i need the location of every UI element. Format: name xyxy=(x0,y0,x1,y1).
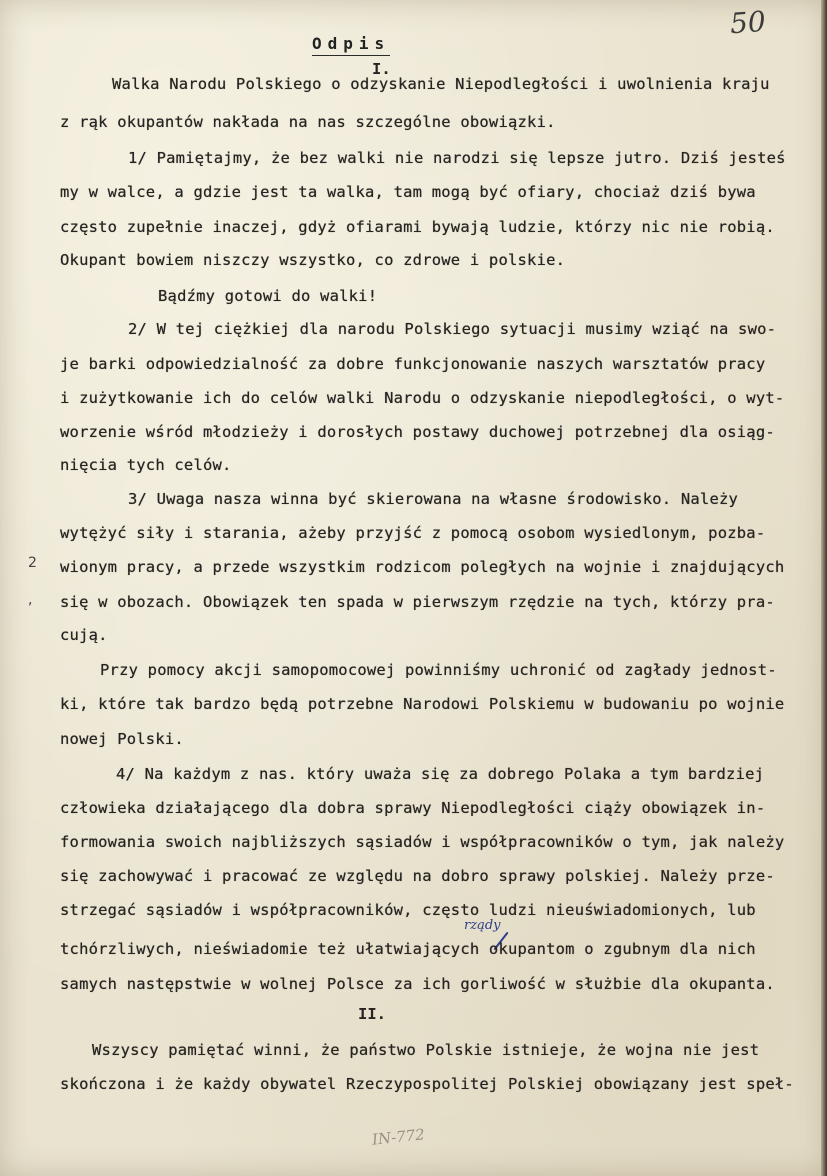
text-line: się w obozach. Obowiązek ten spada w pierwszym rzędzie na tych, którzy pra- xyxy=(60,593,775,611)
text-line: wionym pracy, a przede wszystkim rodzicom poległych na wojnie i znajdujących xyxy=(60,558,785,576)
text-line: z rąk okupantów nakłada na nas szczególne obowiązki. xyxy=(60,113,556,131)
text-line: Wszyscy pamiętać winni, że państwo Polskie istnieje, że wojna nie jest xyxy=(92,1041,760,1059)
section-heading-2: II. xyxy=(358,1005,386,1023)
text-line: strzegać sąsiadów i współpracowników, często ludzi nieuświadomionych, lub xyxy=(60,901,756,919)
archive-pencil-mark: IN-772 xyxy=(371,1125,426,1149)
page-edge-shadow xyxy=(821,0,827,1176)
text-line: 1/ Pamiętajmy, że bez walki nie narodzi się lepsze jutro. Dziś jesteś xyxy=(128,149,786,167)
text-line: ki, które tak bardzo będą potrzebne Narodowi Polskiemu w budowaniu po wojnie xyxy=(60,695,785,713)
text-line: 2/ W tej ciężkiej dla narodu Polskiego sytuacji musimy wziąć na swo- xyxy=(128,320,777,338)
text-line: często zupełnie inaczej, gdyż ofiarami bywają ludzie, którzy nic nie robią. xyxy=(60,218,775,236)
text-line: samych następstwie w wolnej Polsce za ich gorliwość w służbie dla okupanta. xyxy=(60,975,775,993)
margin-mark: , xyxy=(28,592,33,608)
text-line: 3/ Uwaga nasza winna być skierowana na własne środowisko. Należy xyxy=(128,490,739,508)
text-line: nięcia tych celów. xyxy=(60,456,232,474)
section-heading-1: I. xyxy=(372,60,391,78)
margin-mark: 2 xyxy=(28,555,37,571)
text-line: człowieka działającego dla dobra sprawy Niepodległości ciąży obowiązek in- xyxy=(60,799,766,817)
text-line: i zużytkowanie ich do celów walki Narodu o odzyskanie niepodległości, o wyt- xyxy=(60,389,785,407)
handwritten-page-number: 50 xyxy=(728,4,767,41)
text-line: nowej Polski. xyxy=(60,730,184,748)
text-line: tchórzliwych, nieświadomie też ułatwiających okupantom o zgubnym dla nich xyxy=(60,940,756,958)
text-line: cują. xyxy=(60,626,108,644)
text-line: się zachowywać i pracować ze względu na dobro sprawy polskiej. Należy prze- xyxy=(60,867,775,885)
document-title: Odpis xyxy=(312,34,390,56)
text-line: skończona i że każdy obywatel Rzeczypospolitej Polskiej obowiązany jest speł- xyxy=(60,1075,794,1093)
text-line: Przy pomocy akcji samopomocowej powinniśmy uchronić od zagłady jednost- xyxy=(100,661,777,679)
text-line: formowania swoich najbliższych sąsiadów i współpracowników o tym, jak należy xyxy=(60,833,785,851)
text-line: wytężyć siły i starania, ażeby przyjść z pomocą osobom wysiedlonym, pozba- xyxy=(60,524,766,542)
text-line: Okupant bowiem niszczy wszystko, co zdrowe i polskie. xyxy=(60,251,566,269)
text-line: Bądźmy gotowi do walki! xyxy=(158,287,378,305)
text-line: my w walce, a gdzie jest ta walka, tam mogą być ofiary, chociaż dziś bywa xyxy=(60,183,756,201)
handwritten-insertion: rządy xyxy=(464,918,501,933)
text-line: Walka Narodu Polskiego o odzyskanie Niepodległości i uwolnienia kraju xyxy=(112,75,770,93)
text-line: worzenie wśród młodzieży i dorosłych postawy duchowej potrzebnej dla osiąg- xyxy=(60,423,775,441)
text-line: je barki odpowiedzialność za dobre funkcjonowanie naszych warsztatów pracy xyxy=(60,355,766,373)
text-line: 4/ Na każdym z nas. który uważa się za dobrego Polaka a tym bardziej xyxy=(116,765,765,783)
